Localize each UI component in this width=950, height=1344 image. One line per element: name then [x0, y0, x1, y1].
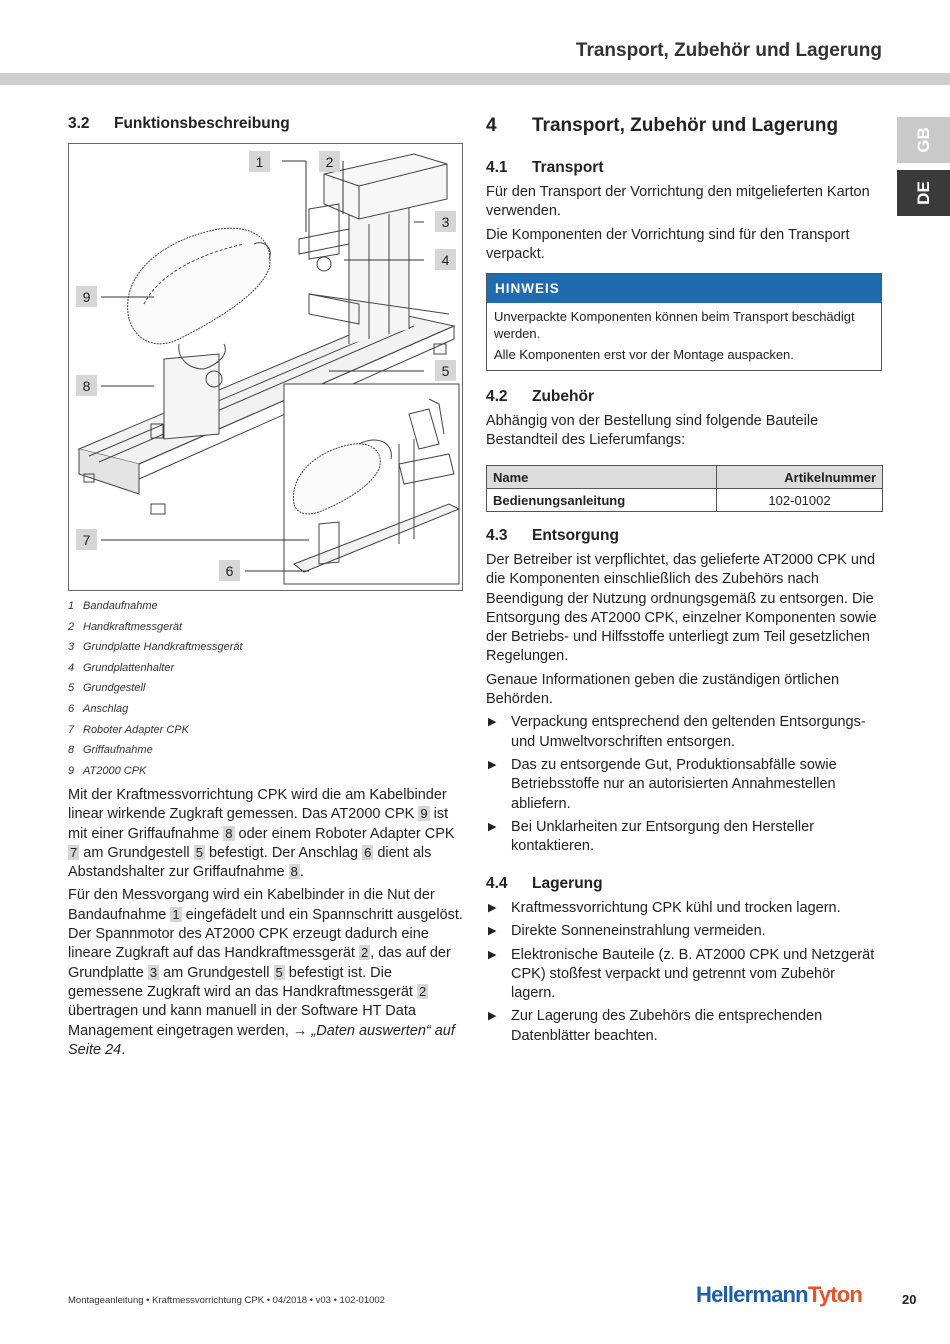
- paragraph: Die Komponenten der Vorrichtung sind für den Transport verpackt.: [486, 226, 850, 262]
- brand-logo: HellermannTyton: [696, 1282, 863, 1307]
- callout-1: 1: [249, 151, 270, 172]
- notice-box: [486, 273, 882, 371]
- page-header-title: Transport, Zubehör und Lagerung: [575, 40, 882, 61]
- language-tab-de[interactable]: [897, 170, 950, 216]
- list-item: ▶ Bei Unklarheiten zur Entsorgung den Hersteller kontaktieren.: [488, 818, 815, 855]
- language-tab-gb-label: GB: [913, 127, 933, 153]
- ref-badge: 2: [360, 945, 369, 961]
- callout-2: 2: [319, 151, 340, 172]
- section-heading-4-3: 4.3 Entsorgung: [486, 527, 619, 544]
- bullet-arrow-icon: ▶: [488, 902, 497, 914]
- notice-body: [487, 303, 881, 370]
- bullet-arrow-icon: ▶: [488, 1010, 497, 1023]
- list-item: ▶ Direkte Sonneneinstrahlung vermeiden.: [486, 922, 882, 941]
- bullet-arrow-icon: ▶: [488, 948, 497, 961]
- footer-doc-info: Montageanleitung • Kraftmessvorrichtung CPK • 04/2018 • v03 • 102-01002: [68, 1295, 385, 1306]
- accessories-table: [486, 465, 883, 512]
- legend-item: 1 Bandaufnahme: [68, 600, 158, 612]
- column-header: Name: [487, 466, 717, 489]
- legend-item: 5 Grundgestell: [68, 682, 146, 695]
- section-number: 3.2: [68, 115, 90, 132]
- legend-item: 9 AT2000 CPK: [68, 764, 147, 777]
- bullet-arrow-icon: ▶: [488, 820, 497, 833]
- ref-badge: 7: [70, 844, 78, 860]
- storage-list: [486, 899, 882, 1046]
- chapter-title: Transport, Zubehör und Lagerung: [532, 115, 839, 136]
- ref-badge: 5: [195, 844, 203, 860]
- accessories-text: Abhängig von der Bestellung sind folgende Bauteile Bestandteil des Lieferumfangs:: [486, 413, 819, 449]
- disposal-text: [486, 551, 882, 860]
- function-description-text: [68, 786, 463, 1064]
- list-item: ▶ Kraftmessvorrichtung CPK kühl und trocken lagern.: [486, 899, 882, 918]
- callout-9: 9: [76, 286, 97, 307]
- ref-badge: 3: [149, 964, 158, 980]
- cross-reference-link[interactable]: „Daten auswerten“ auf Seite 24: [68, 1022, 455, 1058]
- paragraph: Für den Messvorgang wird ein Kabelbinder in die Nut der Bandaufnahme 1 eingefädelt und ein Spannschritt ausgelöst. Der Spannmotor des AT2000 CPK erzeugt dadurch eine lineare Zugkraft auf das Handkraftmessgerät 2 , das auf der Grundplatte 3 am Grundgestell 5 befestigt ist. Die gemessene Zugkraft wird an das Handkraftmessgerät 2 übertragen und kann manuell in der Software HT Data Management eingetragen werden, → „Daten auswerten“ auf Seite 24.: [68, 887, 463, 1058]
- list-item: ▶ Verpackung entsprechend den geltenden Entsorgungs- und Umweltvorschriften entsorgen.: [488, 714, 866, 750]
- bullet-arrow-icon: ▶: [488, 925, 497, 938]
- chapter-heading-4: [486, 115, 838, 137]
- list-item: ▶ Das zu entsorgende Gut, Produktionsabfälle sowie Betriebsstoffe nur an autorisierten Annahmestellen abliefern.: [488, 756, 837, 812]
- ref-badge: 5: [275, 964, 283, 980]
- device-drawing: [69, 144, 463, 591]
- language-tab-de-label: DE: [913, 181, 933, 205]
- figure-legend: [68, 600, 458, 785]
- notice-text: Alle Komponenten erst vor der Montage auspacken.: [494, 347, 794, 362]
- callout-7: 7: [76, 529, 97, 550]
- list-item: ▶ Elektronische Bauteile (z. B. AT2000 CPK und Netzgerät CPK) stoßfest verpackt und getrennt vom Zubehör lagern.: [488, 946, 875, 1002]
- ref-badge: 8: [225, 825, 233, 841]
- callout-5: 5: [435, 360, 456, 381]
- transport-text: [486, 183, 882, 268]
- ref-badge: 6: [364, 844, 372, 860]
- paragraph: Der Betreiber ist verpflichtet, das gelieferte AT2000 CPK und die Komponenten einschließlich des Zubehörs nach Beendigung der Nutzung ordnungsgemäß zu entsorgen. Die Entsorgung des AT2000 CPK, einzelner Komponenten sowie der Betriebs- und Hilfsstoffe unterliegt zum Teil gesetzlichen Regelungen.: [486, 552, 877, 665]
- section-heading-3-2: [68, 115, 290, 133]
- bullet-arrow-icon: ▶: [488, 758, 497, 771]
- paragraph: Für den Transport der Vorrichtung den mitgelieferten Karton verwenden.: [486, 184, 870, 220]
- notice-text: Unverpackte Komponenten können beim Transport beschädigt werden.: [494, 309, 855, 341]
- disposal-list: [486, 713, 882, 856]
- section-heading-4-1: 4.1 Transport: [486, 159, 604, 176]
- table-row: [487, 489, 883, 512]
- paragraph: Genaue Informationen geben die zuständigen örtlichen Behörden.: [486, 671, 840, 708]
- legend-item: 8 Griffaufnahme: [68, 744, 153, 757]
- table-cell: 102-01002: [717, 489, 883, 512]
- header-bar: [0, 73, 950, 85]
- device-illustration: [68, 143, 463, 591]
- ref-badge: 2: [418, 983, 427, 999]
- legend-item: 4 Grundplattenhalter: [68, 661, 175, 674]
- section-title: Funktionsbeschreibung: [114, 115, 290, 132]
- legend-item: 7 Roboter Adapter CPK: [68, 723, 189, 736]
- callout-4: 4: [435, 249, 456, 270]
- ref-badge: 8: [290, 864, 298, 880]
- chapter-number: 4: [486, 115, 497, 136]
- table-cell: Bedienungsanleitung: [487, 489, 717, 512]
- callout-6: 6: [219, 560, 240, 581]
- page-number: 20: [902, 1292, 917, 1307]
- column-header: Artikelnummer: [717, 466, 883, 489]
- section-heading-4-4: 4.4 Lagerung: [486, 875, 603, 892]
- storage-text: [486, 899, 882, 1050]
- list-item: ▶ Zur Lagerung des Zubehörs die entsprechenden Datenblätter beachten.: [488, 1008, 823, 1044]
- ref-badge: 9: [420, 806, 428, 822]
- table-header-row: [487, 466, 883, 489]
- legend-item: 6 Anschlag: [68, 702, 129, 715]
- cross-ref-arrow-icon: →: [292, 1022, 308, 1039]
- notice-title: HINWEIS: [487, 274, 881, 303]
- language-tab-gb[interactable]: [897, 117, 950, 163]
- section-heading-4-2: 4.2 Zubehör: [486, 388, 594, 405]
- legend-item: 2 Handkraftmessgerät: [68, 620, 183, 633]
- ref-badge: 1: [172, 906, 180, 922]
- callout-3: 3: [435, 211, 456, 232]
- bullet-arrow-icon: ▶: [488, 716, 497, 729]
- legend-item: 3 Grundplatte Handkraftmessgerät: [68, 641, 243, 654]
- paragraph: Mit der Kraftmessvorrichtung CPK wird die am Kabelbinder linear wirkende Zugkraft gemessen. Das AT2000 CPK 9 ist mit einer Griffaufnahme 8 oder einem Roboter Adapter CPK 7 am Grundgestell 5 befestigt. Der Anschlag 6 dient als Abstandshalter zur Griffaufnahme 8 .: [68, 787, 455, 881]
- callout-8: 8: [76, 375, 97, 396]
